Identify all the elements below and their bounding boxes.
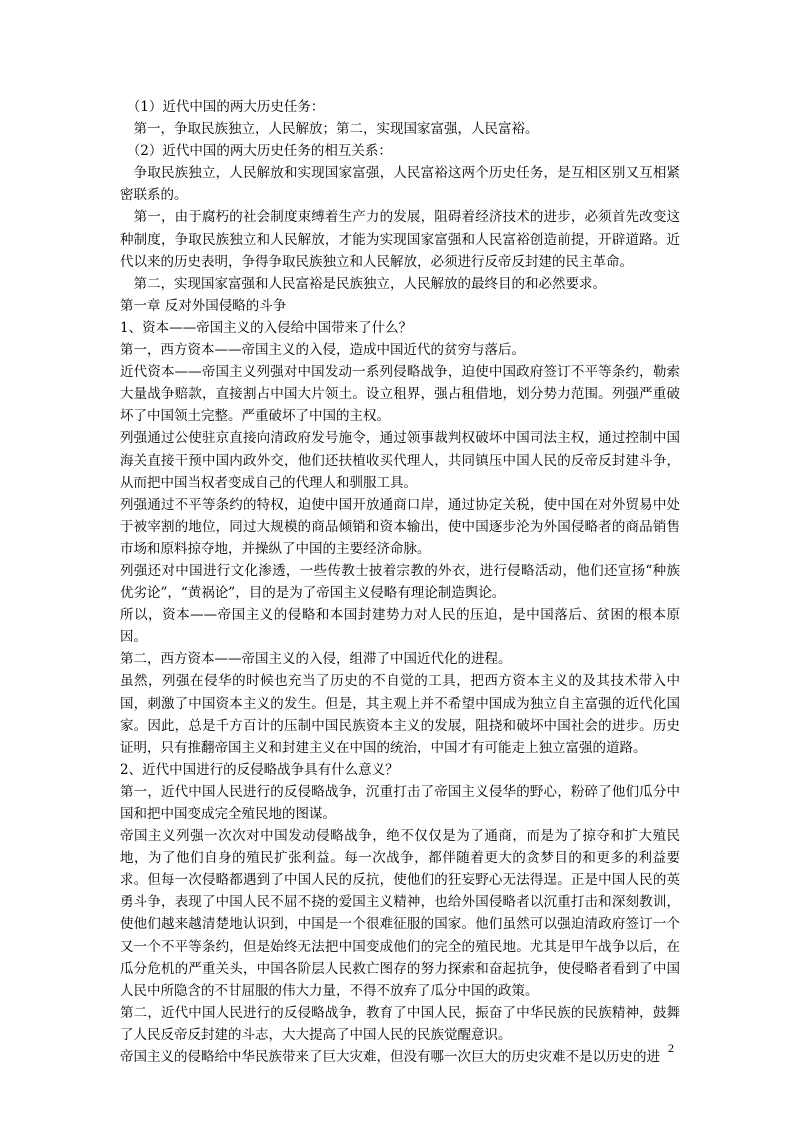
section-heading: 2、近代中国进行的反侵略战争具有什么意义？ [120, 761, 399, 778]
paragraph: 帝国主义列强一次次对中国发动侵略战争，绝不仅仅是为了通商，而是为了掠夺和扩大殖民地，为了他们自身的殖民扩张利益。每一次战争，都伴随着更大的贪梦目的和更多的利益要求。但每一次侵略都遇到了中国人民的反抗，使他们的狂妄野心无法得逞。正是中国人民的英勇斗争，表现了中国人民不屈不挠的爱国主义精神，也给外国侵略者以沉重打击和深刻教训，使他们越来越清楚地认识到，中国是一个很难征服的国家。他们虽然可以强迫清政府签订一个又一个不平等条约，但是始终无法把中国变成他们的完全的殖民地。尤其是甲午战争以后，在瓜分危机的严重关头，中国各阶层人民救亡图存的努力探索和奋起抗争，使侵略者看到了中国人民中所隐含的不甘屈服的伟大力量，不得不放弃了瓜分中国的政策。 [120, 828, 680, 999]
paragraph: 第一，由于腐朽的社会制度束缚着生产力的发展，阻碍着经济技术的进步，必须首先改变这种制度，争取民族独立和人民解放，才能为实现国家富强和人民富裕创造前提，开辟道路。近代以来的历史表明，争得争取民族独立和人民解放，必须进行反帝反封建的民主革命。 [120, 209, 680, 270]
paragraph: 第一，西方资本——帝国主义的入侵，造成中国近代的贫穷与落后。 [120, 342, 525, 359]
paragraph: 第一，争取民族独立，人民解放；第二，实现国家富强，人民富裕。 [120, 121, 539, 138]
paragraph: 虽然，列强在侵华的时候也充当了历史的不自觉的工具，把西方资本主义的及其技术带入中国，刺激了中国资本主义的发生。但是，其主观上并不希望中国成为独立自主富强的近代化国家。因此，总是千方百计的压制中国民族资本主义的发展，阻挠和破坏中国社会的进步。历史证明，只有推翻帝国主义和封建主义在中国的统治，中国才有可能走上独立富强的道路。 [120, 673, 680, 756]
paragraph: 列强还对中国进行文化渗透，一些传教士披着宗教的外衣，进行侵略活动，他们还宣扬“种族优劣论”，“黄祸论”，目的是为了帝国主义侵略有理论制造舆论。 [120, 562, 680, 602]
paragraph: （1）近代中国的两大历史任务： [120, 99, 325, 115]
paragraph: 帝国主义的侵略给中华民族带来了巨大灾难，但没有哪一次巨大的历史灾难不是以历史的进 [120, 1049, 660, 1066]
paragraph: 第二，西方资本——帝国主义的入侵，组滞了中国近代化的进程。 [120, 651, 512, 668]
page-number: 2 [668, 1041, 674, 1055]
paragraph: 第二，近代中国人民进行的反侵略战争，教育了中国人民，振奋了中华民族的民族精神，鼓舞了人民反帝反封建的斗志，大大提高了中国人民的民族觉醒意识。 [120, 1004, 680, 1043]
section-heading: 1、资本——帝国主义的入侵给中国带来了什么？ [120, 319, 413, 336]
paragraph: 近代资本——帝国主义列强对中国发动一系列侵略战争，迫使中国政府签订不平等条约，勒索大量战争赔款，直接割占中国大片领土。设立租界，强占租借地，划分势力范围。列强严重破坏了中国领土完整。严重破坏了中国的主权。 [120, 364, 680, 425]
section-heading: 第一章 反对外国侵略的斗争 [120, 297, 287, 314]
paragraph: （2）近代中国的两大历史任务的相互关系： [120, 143, 392, 160]
paragraph: 第一，近代中国人民进行的反侵略战争，沉重打击了帝国主义侵华的野心，粉碎了他们瓜分中国和把中国变成完全殖民地的图谋。 [120, 783, 680, 822]
paragraph: 所以，资本——帝国主义的侵略和本国封建势力对人民的压迫，是中国落后、贫困的根本原因。 [120, 607, 680, 646]
paragraph: 列强通过不平等条约的特权，迫使中国开放通商口岸，通过协定关税，使中国在对外贸易中处于被宰割的地位，同过大规模的商品倾销和资本输出，使中国逐步沦为外国侵略者的商品销售市场和原料掠夺地，并操纵了中国的主要经济命脉。 [120, 496, 680, 557]
paragraph: 第二，实现国家富强和人民富裕是民族独立，人民解放的最终目的和必然要求。 [120, 275, 606, 292]
paragraph: 列强通过公使驻京直接向清政府发号施令，通过领事裁判权破坏中国司法主权，通过控制中国海关直接干预中国内政外交，他们还扶植收买代理人，共同镇压中国人民的反帝反封建斗争，从而把中国当权者变成自己的代理人和驯服工具。 [120, 430, 680, 491]
document-body [120, 96, 680, 1068]
paragraph: 争取民族独立，人民解放和实现国家富强，人民富裕这两个历史任务，是互相区别又互相紧密联系的。 [120, 165, 680, 204]
